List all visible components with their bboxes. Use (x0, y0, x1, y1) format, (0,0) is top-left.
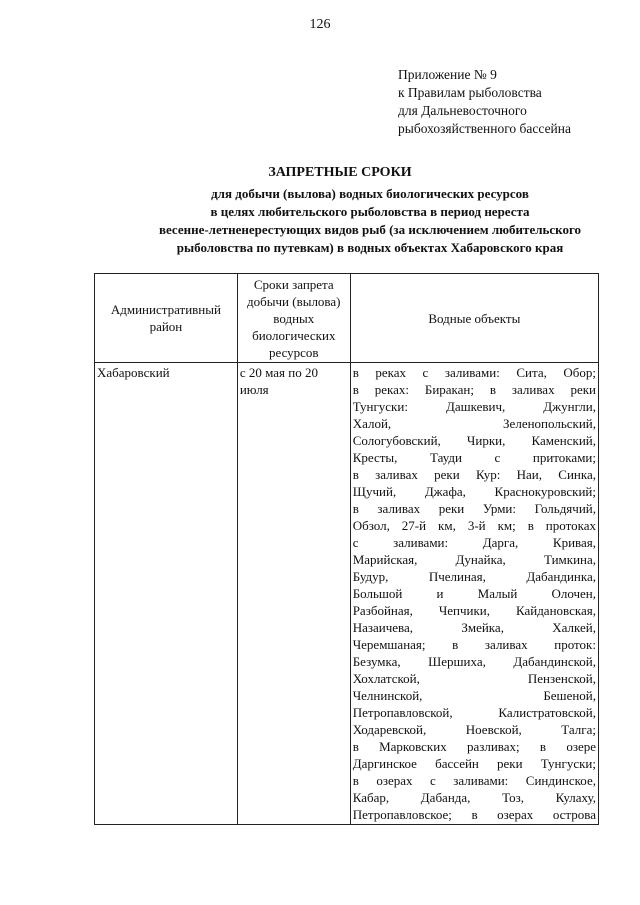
water-objects-line: в Марковских разливах; в озере (352, 739, 596, 754)
water-objects-line: Петропавловское; в озерах острова (352, 807, 596, 822)
cell-water-objects (350, 363, 598, 825)
appendix-line: рыбохозяйственного бассейна (398, 121, 572, 136)
cell-district: Хабаровский (95, 363, 238, 825)
water-objects-line: Щучий, Джафа, Краснокуровский; (352, 484, 596, 499)
water-objects-line: Ходаревской, Ноевской, Талга; (352, 722, 596, 737)
water-objects-line: Разбойная, Чепчики, Кайдановская, (352, 603, 596, 618)
appendix-line: Приложение № 9 (398, 67, 497, 82)
water-objects-line: Кабар, Дабанда, Тоз, Кулаху, (352, 790, 596, 805)
water-objects-line: Безумка, Шершиха, Дабандинской, (352, 654, 596, 669)
water-objects-line: в заливах реки Урми: Гольдячий, (352, 501, 596, 516)
appendix-note (398, 66, 571, 138)
water-objects-line: Халой, Зеленопольский, (352, 416, 596, 431)
water-objects-line: Назаичева, Змейка, Халкей, (352, 620, 596, 635)
header-district: Административный район (95, 274, 238, 363)
water-objects-line: Челнинской, Бешеной, (352, 688, 596, 703)
subtitle-line: рыболовства по путевкам) в водных объектах Хабаровского края (176, 240, 564, 255)
water-objects-line: Петропавловской, Калистратовской, (352, 705, 596, 720)
subtitle-line: для добычи (вылова) водных биологических ресурсов (211, 186, 529, 201)
water-objects-line: Черемшаная; в заливах проток: (352, 637, 596, 652)
water-objects-line: в заливах реки Кур: Наи, Синка, (352, 467, 596, 482)
appendix-line: к Правилам рыболовства (398, 85, 542, 100)
water-objects-line: Даргинское бассейн реки Тунгуски; (352, 756, 596, 771)
subtitle-line: в целях любительского рыболовства в период нереста (210, 204, 530, 219)
water-objects-line: Хохлатской, Пензенской, (352, 671, 596, 686)
water-objects-line: Будур, Пчелиная, Дабандинка, (352, 569, 596, 584)
water-objects-line: в реках: Биракан; в заливах реки (352, 382, 596, 397)
document-title: ЗАПРЕТНЫЕ СРОКИ (268, 165, 412, 180)
appendix-line: для Дальневосточного (398, 103, 527, 118)
water-objects-line: Кресты, Тауди с притоками; (352, 450, 596, 465)
water-objects-line: в реках с заливами: Сита, Обор; (352, 365, 596, 380)
restrictions-table (94, 273, 599, 825)
document-subtitle (60, 185, 640, 257)
water-objects-line: в озерах с заливами: Синдинское, (352, 773, 596, 788)
water-objects-line: с заливами: Дарга, Кривая, (352, 535, 596, 550)
water-objects-line: Марийская, Дунайка, Тимкина, (352, 552, 596, 567)
header-water-objects: Водные объекты (350, 274, 598, 363)
table-header-row (95, 274, 599, 363)
water-objects-line: Большой и Малый Олочен, (352, 586, 596, 601)
page-number: 126 (309, 17, 331, 32)
water-objects-line: Тунгуски: Дашкевич, Джунгли, (352, 399, 596, 414)
cell-period: с 20 мая по 20 июля (237, 363, 350, 825)
water-objects-line: Обзол, 27-й км, 3-й км; в протоках (352, 518, 596, 533)
water-objects-line: Сологубовский, Чирки, Каменский, (352, 433, 596, 448)
header-period: Сроки запрета добычи (вылова) водных биологических ресурсов (237, 274, 350, 363)
subtitle-line: весенне-летненерестующих видов рыб (за исключением любительского (158, 222, 582, 237)
table-row (95, 363, 599, 825)
